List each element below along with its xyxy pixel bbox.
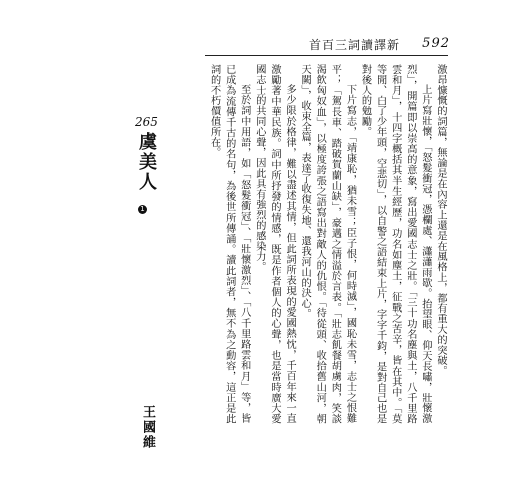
poem-index-number: 265	[135, 115, 158, 129]
paragraph: 激昂慷慨的詞篇，無論是在內容上還是在風格上，都有重大的突破。	[435, 64, 446, 376]
paragraph: 上片寫壯懷，「怒髮衝冠，憑欄處、瀟瀟雨歇。抬望眼、仰天長嘯，壯懷激烈」，開篇即以崇高的意象，寫出愛國志士之壯。「三十功名塵與土，八千里路雲和月」，十四字概括其半生經歷，功名如塵土，征戰之苦辛，皆在其中。「莫等閒、白了少年頭，空悲切」，以自警之語結束上片，字字千鈞，是對自己也是對後人的勉勵。	[359, 64, 431, 424]
page-number: 592	[422, 36, 450, 51]
poem-title: 虞美人	[136, 132, 157, 192]
running-title: 首百三詞讀譯新	[308, 38, 400, 52]
commentary-text	[186, 64, 448, 424]
poem-number-badge: 1	[138, 205, 147, 214]
header-divider	[205, 55, 448, 56]
author-name: 王國維	[140, 405, 155, 450]
paragraph: 至於詞中用語，如「怒髮衝冠」、「壯懷激烈」、「八千里路雲和月」等，皆已成為流傳千古的名句，為後世所傳誦。讀此詞者，無不為之動容，這正是此詞的不朽價值所在。	[208, 64, 250, 424]
paragraph: 下片寫志，「靖康恥，猶未雪；臣子恨，何時滅」，國恥未雪，志士之恨難平；「駕長車、踏破賀蘭山缺」，豪邁之情溢於言表。「壯志飢餐胡虜肉，笑談渴飲匈奴血」，以極度誇張之語寫出對敵人的仇恨。「待從頭、收拾舊山河，朝天闕」，收束全篇，表達了收復失地、還我河山的決心。	[299, 64, 356, 424]
paragraph: 多少限於格律，難以盡述其情，但此詞所表現的愛國熱忱，千百年來一直激勵著中華民族。詞中所抒發的情感，既是作者個人的心聲，也是當時廣大愛國志士的共同心聲，因此具有強烈的感染力。	[253, 64, 296, 424]
